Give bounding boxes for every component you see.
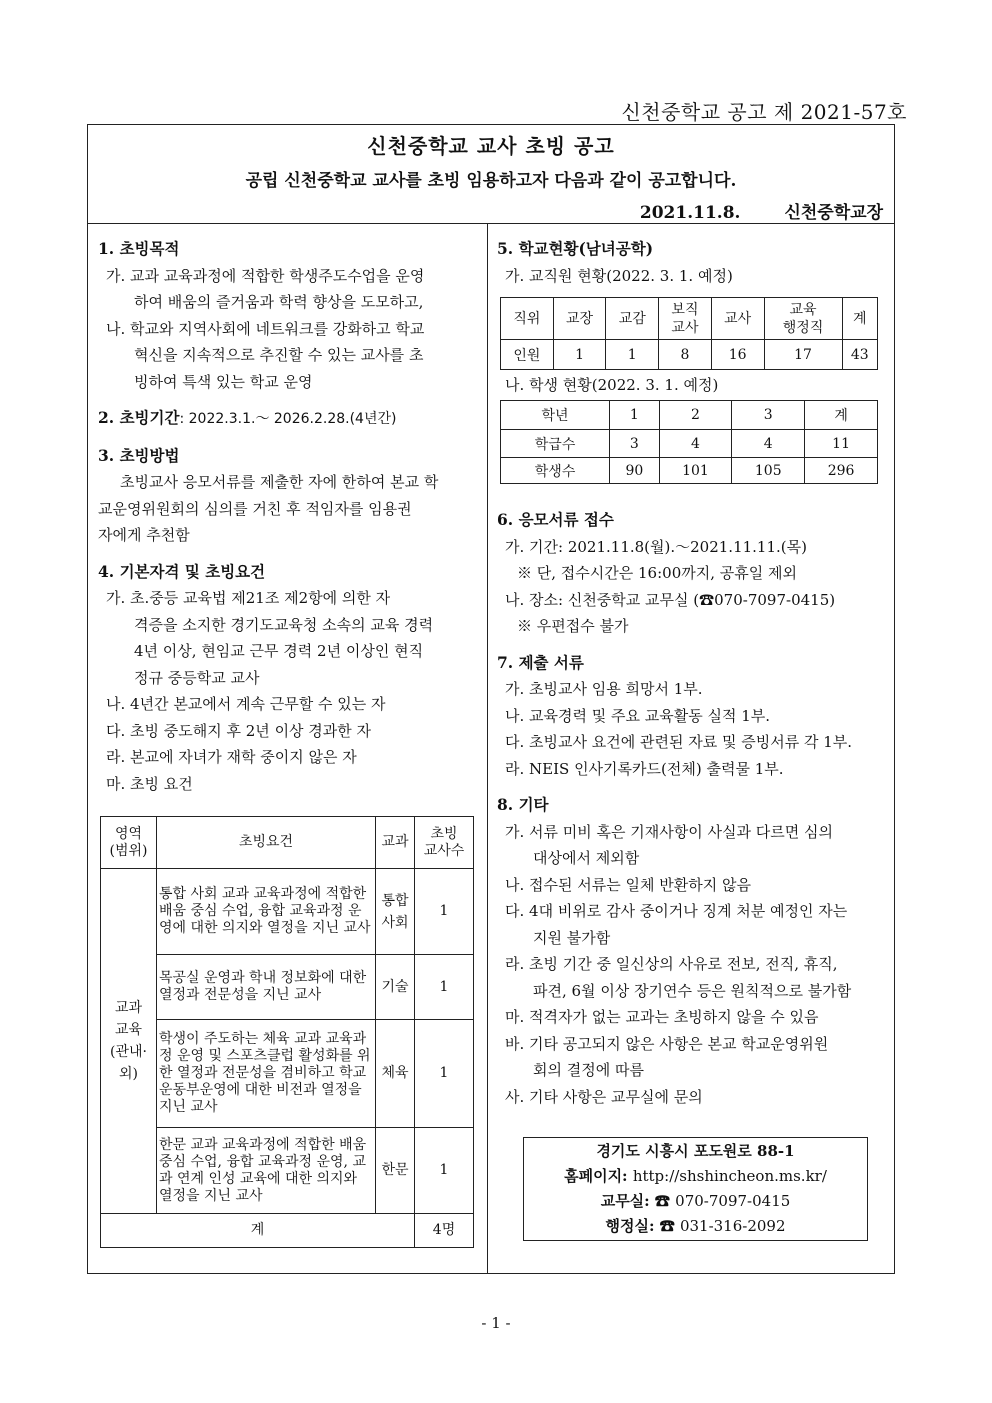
text-line: 나. 장소: 신천중학교 교무실 (☎070-7097-0415) [505,590,836,609]
table-cell: 90 [610,458,659,484]
homepage-link[interactable]: http://shshincheon.ms.kr/ [632,1167,827,1185]
issuer: 신천중학교장 [784,203,883,223]
column-header: 교육 행정직 [764,298,842,340]
table-cell: 105 [732,458,805,484]
total-value: 4명 [415,1214,474,1248]
table-cell: 8 [659,340,712,370]
column-header: 1 [610,401,659,430]
count-cell: 1 [415,955,474,1020]
section-heading: 4. 기본자격 및 초빙요건 [98,561,266,581]
table-row [501,340,878,370]
text-line: 회의 결정에 따름 [533,1061,644,1079]
text-line: 다. 4대 비위로 감사 중이거나 징계 처분 예정인 자는 [505,902,848,920]
office-phone: 070-7097-0415 [675,1192,791,1210]
text-line: 가. 초.중등 교육법 제21조 제2항에 의한 자 [106,589,391,607]
text-line: 라. 본교에 자녀가 재학 중이지 않은 자 [106,748,357,766]
total-label: 계 [101,1214,415,1248]
text-line: 자에게 추천함 [98,526,190,544]
column-header: 교사 [711,298,764,340]
text-line: 가. 기간: 2021.11.8(월).～2021.11.11.(목) [505,537,807,556]
staff-title: 가. 교직원 현황(2022. 3. 1. 예정) [505,266,733,285]
page-number: - 1 - [481,1314,511,1332]
text-line: 지원 불가함 [533,928,611,947]
table-cell: 3 [610,430,659,458]
requirement-cell: 통합 사회 교과 교육과정에 적합한 배움 중심 수업, 융합 교육과정 운영에 대한 의지와 열정을 지닌 교사 [157,869,376,955]
text-line: 파견, 6월 이상 장기연수 등은 원칙적으로 불가함 [533,981,852,1000]
contact-box [523,1137,868,1241]
right-column-bottom [497,507,892,1110]
table-cell: 학급수 [501,430,610,458]
column-header: 초빙 교사수 [415,817,474,869]
table-cell: 인원 [501,340,554,370]
right-column-top [497,236,892,289]
section-heading: 3. 초빙방법 [98,445,180,465]
staff-table [500,297,878,370]
office-line [524,1189,867,1214]
text-line: 사. 기타 사항은 교무실에 문의 [505,1087,703,1106]
table-row [101,955,474,1020]
text-line: ※ 단, 접수시간은 16:00까지, 공휴일 제외 [517,564,797,582]
total-row [101,1214,474,1248]
text-line: 하여 배움의 즐거움과 학력 향상을 도모하고, [134,293,424,311]
column-header: 교감 [606,298,659,340]
left-column [98,236,483,797]
column-header: 교장 [553,298,606,340]
text-line: 가. 서류 미비 혹은 기재사항이 사실과 다르면 심의 [505,822,833,841]
table-cell: 4 [659,430,732,458]
column-header: 3 [732,401,805,430]
column-header: 학년 [501,401,610,430]
admin-phone: 031-316-2092 [679,1217,786,1235]
subject-cell: 체육 [376,1020,415,1128]
student-title: 나. 학생 현황(2022. 3. 1. 예정) [505,376,719,394]
requirement-cell: 한문 교과 교육과정에 적합한 배움 중심 수업, 융합 교육과정 운영, 교과 연계 인성 교육에 대한 의지와 열정을 지닌 교사 [157,1128,376,1214]
text-line: 나. 접수된 서류는 일체 반환하지 않음 [505,875,751,894]
column-header: 교과 [376,817,415,869]
column-header: 영역 (범위) [101,817,157,869]
period-line [98,405,483,433]
text-line: 빙하여 특색 있는 학교 운영 [134,372,313,391]
text-line: 나. 4년간 본교에서 계속 근무할 수 있는 자 [106,695,386,713]
table-cell: 43 [842,340,877,370]
count-cell: 1 [415,869,474,955]
page-title: 신천중학교 교사 초빙 공고 [367,134,615,158]
column-divider [487,224,488,1274]
table-cell: 1 [553,340,606,370]
table-row [501,430,878,458]
admin-line [524,1214,867,1239]
table-cell: 11 [805,430,878,458]
column-header: 보직 교사 [659,298,712,340]
text-line: 초빙교사 응모서류를 제출한 자에 한하여 본교 학 [120,473,439,491]
table-cell: 296 [805,458,878,484]
table-row [501,458,878,484]
count-cell: 1 [415,1128,474,1214]
text-line: 가. 초빙교사 임용 희망서 1부. [505,680,703,698]
section-heading: 1. 초빙목적 [98,239,180,258]
text-line: 대상에서 제외함 [533,849,640,867]
text-line: 4년 이상, 현임교 근무 경력 2년 이상인 현직 [134,642,424,660]
text-line: 라. 초빙 기간 중 일신상의 사유로 전보, 전직, 휴직, [505,955,838,973]
column-header: 계 [805,401,878,430]
address: 경기도 시흥시 포도원로 88-1 [596,1142,795,1160]
table-cell: 4 [732,430,805,458]
requirements-table [100,816,474,1248]
count-cell: 1 [415,1020,474,1128]
admin-label: 행정실: ☎ [605,1217,675,1235]
office-label: 교무실: ☎ [600,1192,670,1210]
text-line: 정규 중등학교 교사 [134,668,260,687]
table-row [101,1128,474,1214]
text-line: 다. 초빙 중도해지 후 2년 이상 경과한 자 [106,721,372,740]
homepage-line [524,1164,867,1189]
table-row [101,1020,474,1128]
table-header-row [101,817,474,869]
text-line: 나. 학교와 지역사회에 네트워크를 강화하고 학교 [106,319,425,338]
notice-header [87,124,895,224]
text-line: ※ 우편접수 불가 [517,617,629,635]
date-line [640,198,883,223]
subject-cell: 한문 [376,1128,415,1214]
column-header: 2 [659,401,732,430]
text-line: 나. 교육경력 및 주요 교육활동 실적 1부. [505,706,771,725]
text-line: 격증을 소지한 경기도교육청 소속의 교육 경력 [134,615,434,634]
section-heading: 2. 초빙기간 [98,408,180,427]
subject-cell: 통합 사회 [376,869,415,955]
section-heading: 5. 학교현황(남녀공학) [497,239,654,258]
homepage-label: 홈페이지: [564,1167,628,1185]
table-row [101,869,474,955]
text-line: 다. 초빙교사 요건에 관련된 자료 및 증빙서류 각 1부. [505,733,853,751]
table-cell: 1 [606,340,659,370]
text-line: 혁신을 지속적으로 추진할 수 있는 교사를 초 [134,346,424,364]
table-cell: 17 [764,340,842,370]
text-line: 마. 적격자가 없는 교과는 초빙하지 않을 수 있음 [505,1008,819,1026]
text-line: 마. 초빙 요건 [106,774,193,793]
area-cell: 교과 교육 (관내· 외) [101,869,157,1214]
table-cell: 16 [711,340,764,370]
section-heading: 6. 응모서류 접수 [497,510,614,529]
column-header: 계 [842,298,877,340]
period-value: : 2022.3.1.～ 2026.2.28.(4년간) [179,411,397,427]
subject-cell: 기술 [376,955,415,1020]
student-table [500,400,878,484]
table-cell: 101 [659,458,732,484]
requirement-cell: 학생이 주도하는 체육 교과 교육과정 운영 및 스포츠클럽 활성화를 위한 열정과 전문성을 겸비하고 학교 운동부운영에 대한 비전과 열정을 지닌 교사 [157,1020,376,1128]
table-header-row [501,401,878,430]
column-header: 초빙요건 [157,817,376,869]
text-line: 바. 기타 공고되지 않은 사항은 본교 학교운영위원 [505,1034,829,1053]
text-line: 교운영위원회의 심의를 거친 후 적임자를 임용권 [98,499,412,518]
table-cell: 학생수 [501,458,610,484]
section-heading: 8. 기타 [497,795,549,814]
text-line: 가. 교과 교육과정에 적합한 학생주도수업을 운영 [106,266,425,285]
text-line: 라. NEIS 인사기록카드(전체) 출력물 1부. [505,759,784,778]
subtitle: 공립 신천중학교 교사를 초빙 임용하고자 다음과 같이 공고합니다. [245,171,737,191]
section-heading: 7. 제출 서류 [497,652,584,672]
requirement-cell: 목공실 운영과 학내 정보화에 대한 열정과 전문성을 지닌 교사 [157,955,376,1020]
notice-date: 2021.11.8. [639,203,741,223]
document-number: 신천중학교 공고 제 2021-57호 [621,100,907,124]
table-header-row [501,298,878,340]
column-header: 직위 [501,298,554,340]
